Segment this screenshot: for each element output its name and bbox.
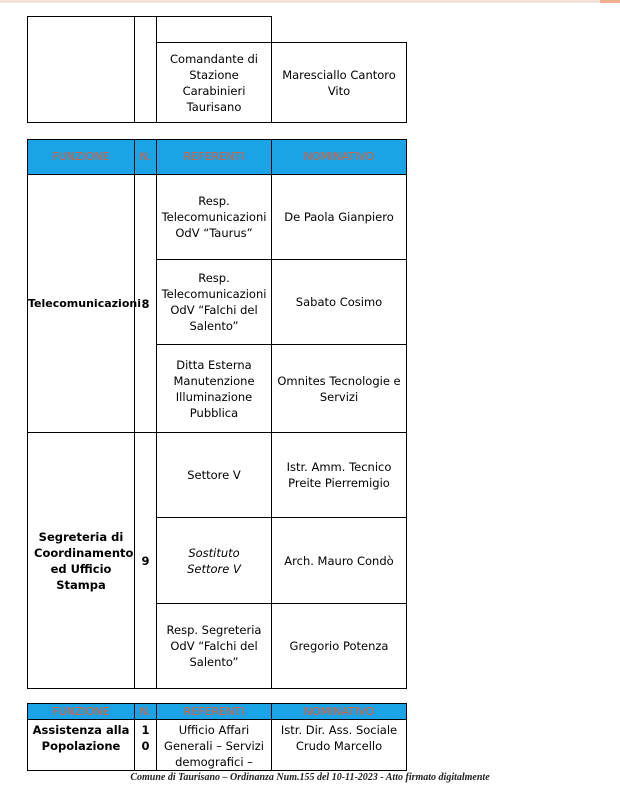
functions-table — [27, 139, 407, 689]
assistance-table — [27, 703, 407, 771]
n-cell: 9 — [135, 433, 157, 689]
n-cell: 10 — [135, 720, 157, 771]
referenti-cell: Sostituto Settore V — [157, 518, 272, 604]
nominativo-cell: Sabato Cosimo — [272, 260, 407, 345]
nominativo-cell: Arch. Mauro Condò — [272, 518, 407, 604]
empty-referenti-cell — [157, 17, 272, 43]
document-footer: Comune di Taurisano – Ordinanza Num.155 del 10-11-2023 - Atto firmato digitalmente — [130, 772, 490, 783]
referenti-cell: Ditta Esterna Manutenzione Illuminazione Pubblica — [157, 345, 272, 433]
nominativo-cell: Istr. Dir. Ass. Sociale Crudo Marcello — [272, 720, 407, 771]
funzione-cell: Assistenza alla Popolazione — [28, 720, 135, 771]
referenti-cell: Resp. Telecomunicazioni OdV “Falchi del Salento” — [157, 260, 272, 345]
nominativo-cell: Maresciallo Cantoro Vito — [272, 43, 407, 123]
nominativo-cell: Omnites Tecnologie e Servizi — [272, 345, 407, 433]
header-nominativo: NOMINATIVO — [272, 704, 407, 720]
funzione-cell: Segreteria di Coordinamento ed Ufficio Stampa — [28, 433, 135, 689]
referenti-cell: Ufficio Affari Generali – Servizi demografici – — [157, 720, 272, 771]
blank-space — [272, 17, 407, 43]
referenti-cell: Resp. Telecomunicazioni OdV “Taurus” — [157, 175, 272, 260]
header-referenti: REFERENTI — [157, 704, 272, 720]
nominativo-cell: Gregorio Potenza — [272, 604, 407, 689]
referenti-cell: Resp. Segreteria OdV “Falchi del Salento” — [157, 604, 272, 689]
referenti-cell: Comandante di Stazione Carabinieri Taurisano — [157, 43, 272, 123]
page-top-edge — [0, 0, 620, 3]
header-nominativo: NOMINATIVO — [272, 140, 407, 175]
page-top-accent — [600, 0, 620, 3]
header-n: N. — [135, 704, 157, 720]
empty-funzione-cell — [28, 17, 135, 123]
carabinieri-table — [27, 16, 407, 123]
header-referenti: REFERENTI — [157, 140, 272, 175]
header-funzione: FUNZIONE — [28, 140, 135, 175]
header-funzione: FUNZIONE — [28, 704, 135, 720]
referenti-cell: Settore V — [157, 433, 272, 518]
n-cell: 8 — [135, 175, 157, 433]
nominativo-cell: De Paola Gianpiero — [272, 175, 407, 260]
nominativo-cell: Istr. Amm. Tecnico Preite Pierremigio — [272, 433, 407, 518]
empty-n-cell — [135, 17, 157, 123]
funzione-cell: Telecomunicazioni — [28, 175, 135, 433]
header-n: N. — [135, 140, 157, 175]
